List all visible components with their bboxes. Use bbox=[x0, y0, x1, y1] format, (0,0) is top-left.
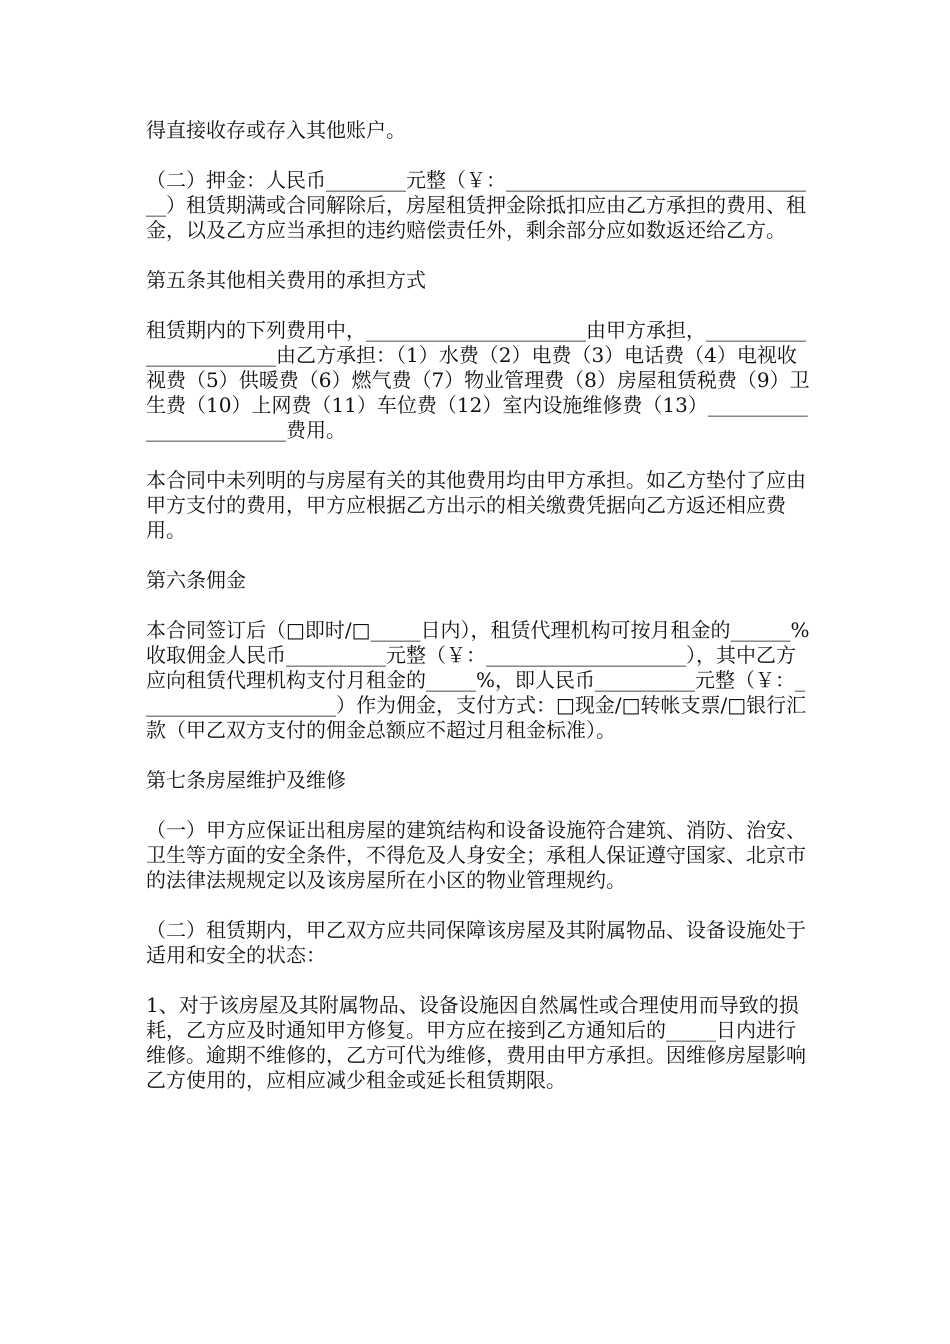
heading-article-5: 第五条其他相关费用的承担方式 bbox=[146, 268, 426, 292]
paragraph-fee-list: 租赁期内的下列费用中，______________________由甲方承担，_______________________由乙方承担：（1）水费（2）电费（3）电话费（4）电视收视费（5）供暖费（6）燃气费（7）物业管理费（8）房屋租赁税费（9）卫生费（10）上网费（11）车位费（12）室内设施维修费（13）________________________费用。 bbox=[146, 318, 810, 442]
paragraph-safety-conditions: （一）甲方应保证出租房屋的建筑结构和设备设施符合建筑、消防、治安、卫生等方面的安全条件，不得危及人身安全；承租人保证遵守国家、北京市的法律法规规定以及该房屋所在小区的物业管理规约。 bbox=[146, 818, 806, 892]
paragraph-deposit: （二）押金：人民币________元整（￥：________________________________）租赁期满或合同解除后，房屋租赁押金除抵扣应由乙方承担的费用、租金，以及乙方应当承担的违约赔偿责任外，剩余部分应如数返还给乙方。 bbox=[146, 168, 806, 242]
paragraph-account-clause: 得直接收存或存入其他账户。 bbox=[146, 118, 406, 142]
heading-article-6: 第六条佣金 bbox=[146, 568, 246, 592]
heading-article-7: 第七条房屋维护及维修 bbox=[146, 768, 346, 792]
paragraph-joint-maintenance: （二）租赁期内，甲乙双方应共同保障该房屋及其附属物品、设备设施处于适用和安全的状态： bbox=[146, 918, 806, 967]
document-body bbox=[146, 118, 810, 1118]
paragraph-other-fees: 本合同中未列明的与房屋有关的其他费用均由甲方承担。如乙方垫付了应由甲方支付的费用，甲方应根据乙方出示的相关缴费凭据向乙方返还相应费用。 bbox=[146, 468, 806, 542]
paragraph-repair-item-1: 1、对于该房屋及其附属物品、设备设施因自然属性或合理使用而导致的损耗，乙方应及时通知甲方修复。甲方应在接到乙方通知后的_____日内进行维修。逾期不维修的，乙方可代为维修，费用由甲方承担。因维修房屋影响乙方使用的，应相应减少租金或延长租赁期限。 bbox=[146, 993, 806, 1092]
paragraph-commission: 本合同签订后（□即时/□_____日内），租赁代理机构可按月租金的______%收取佣金人民币__________元整（￥：____________________），其中乙方应向租赁代理机构支付月租金的_____%，即人民币__________元整（￥：____________________）作为佣金，支付方式：□现金/□转帐支票/□银行汇款（甲乙双方支付的佣金总额应不超过月租金标准）。 bbox=[146, 618, 810, 742]
